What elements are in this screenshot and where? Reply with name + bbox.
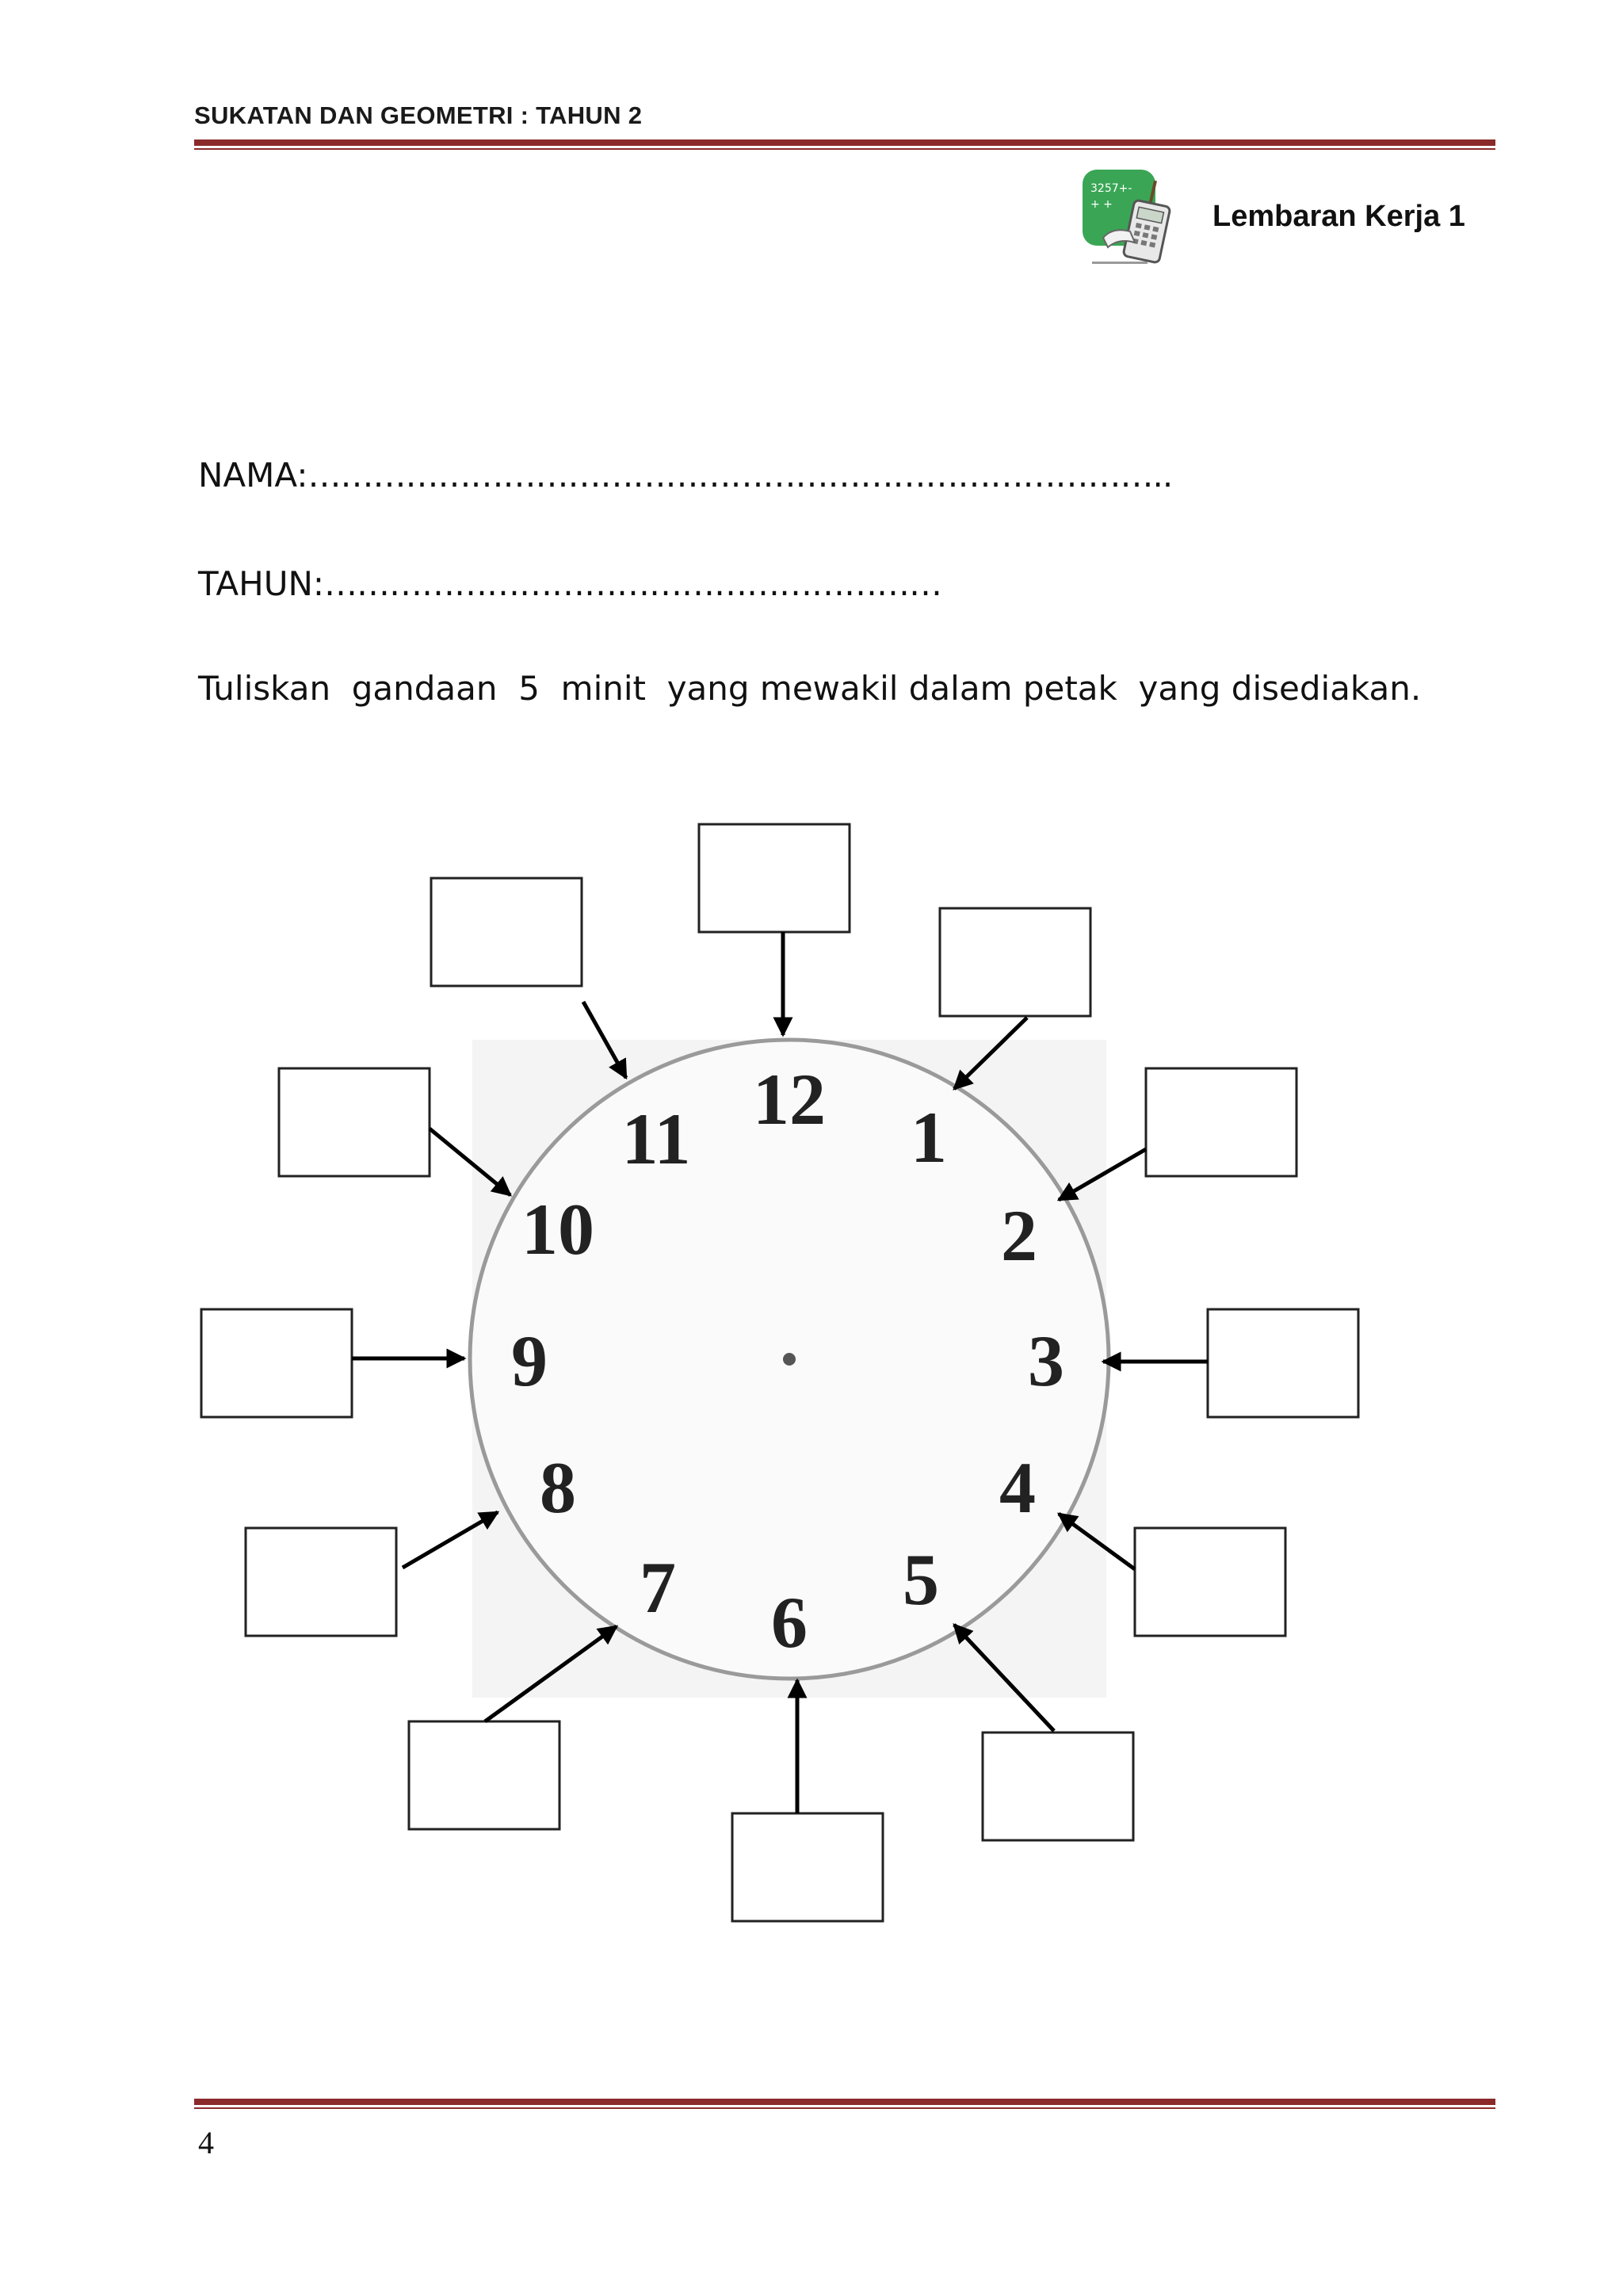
name-dotted-line[interactable]: …………………………………………………………………….. bbox=[307, 456, 1173, 495]
answer-box-11[interactable] bbox=[431, 878, 582, 986]
clock-numeral-5: 5 bbox=[903, 1539, 939, 1620]
clock-numeral-12: 12 bbox=[753, 1059, 826, 1140]
instruction-text: Tuliskan gandaan 5 minit yang mewakil dalam petak yang disediakan. bbox=[198, 669, 1422, 708]
answer-box-7[interactable] bbox=[409, 1721, 559, 1829]
answer-box-6[interactable] bbox=[732, 1813, 883, 1921]
answer-box-10[interactable] bbox=[279, 1068, 430, 1176]
svg-text:+ +: + + bbox=[1090, 198, 1113, 211]
answer-box-1[interactable] bbox=[940, 908, 1090, 1016]
clock-numeral-11: 11 bbox=[621, 1098, 691, 1179]
clock-numeral-8: 8 bbox=[540, 1447, 576, 1528]
clock-numeral-3: 3 bbox=[1028, 1320, 1064, 1401]
answer-box-3[interactable] bbox=[1208, 1309, 1358, 1417]
clock-numeral-10: 10 bbox=[521, 1189, 594, 1270]
clock-numeral-1: 1 bbox=[911, 1097, 947, 1178]
year-label: TAHUN: bbox=[198, 564, 325, 603]
name-label: NAMA: bbox=[198, 456, 308, 495]
footer-rule bbox=[194, 2099, 1495, 2109]
answer-box-5[interactable] bbox=[983, 1733, 1133, 1840]
answer-box-4[interactable] bbox=[1135, 1528, 1285, 1636]
clock-numeral-7: 7 bbox=[640, 1547, 676, 1628]
page-number: 4 bbox=[198, 2125, 214, 2160]
answer-box-8[interactable] bbox=[246, 1528, 396, 1636]
logo-board-text: 3257+- bbox=[1090, 182, 1132, 195]
answer-box-12[interactable] bbox=[699, 824, 850, 932]
worksheet-label: Lembaran Kerja 1 bbox=[1212, 200, 1465, 233]
clock-numeral-6: 6 bbox=[771, 1582, 808, 1663]
answer-box-2[interactable] bbox=[1146, 1068, 1296, 1176]
clock-numeral-2: 2 bbox=[1001, 1195, 1037, 1276]
answer-box-9[interactable] bbox=[201, 1309, 352, 1417]
header-title: SUKATAN DAN GEOMETRI : TAHUN 2 bbox=[194, 101, 643, 129]
clock-numeral-4: 4 bbox=[999, 1447, 1036, 1528]
clock-numeral-9: 9 bbox=[511, 1320, 548, 1401]
clock-center-dot bbox=[783, 1353, 796, 1366]
year-dotted-line[interactable]: ………………………………………………… bbox=[324, 564, 942, 603]
